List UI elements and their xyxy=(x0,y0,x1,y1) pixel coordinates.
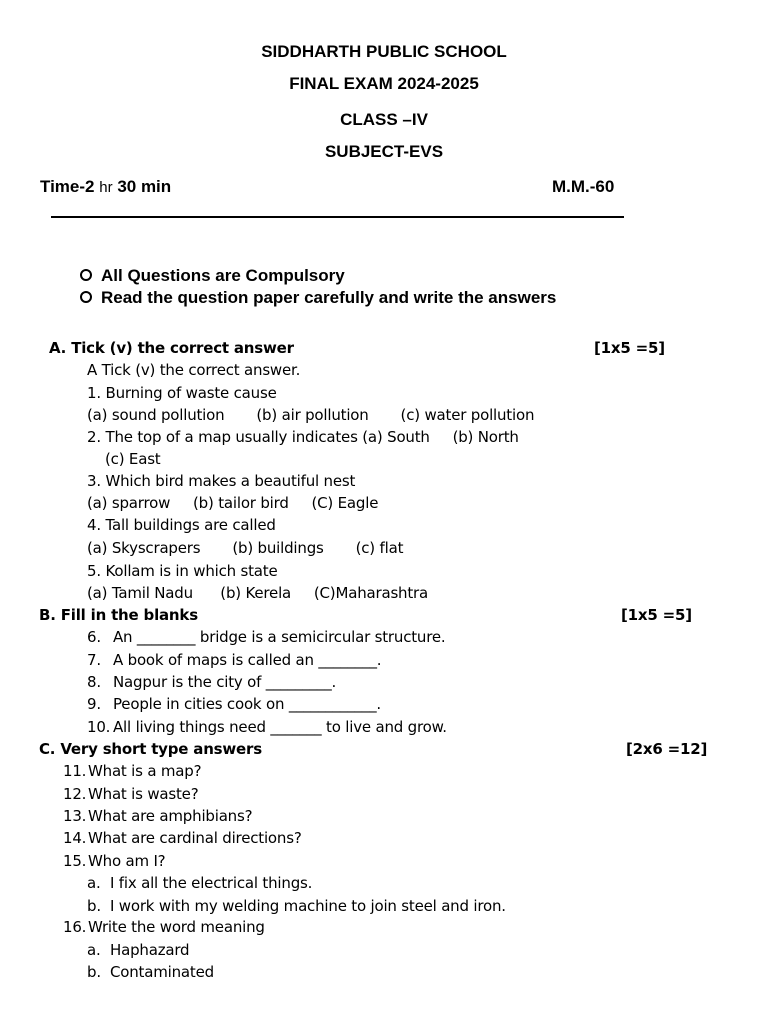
question-number: 12. xyxy=(63,785,87,803)
section-a-line: (a) sparrow (b) tailor bird (C) Eagle xyxy=(87,494,379,512)
section-c-title: C. Very short type answers xyxy=(39,740,262,758)
section-a-line: (a) sound pollution (b) air pollution (c) water pollution xyxy=(87,406,535,424)
sub-question-item xyxy=(87,897,506,915)
subject-label: SUBJECT-EVS xyxy=(324,142,444,161)
sub-question-text: I fix all the electrical things. xyxy=(110,874,313,892)
fill-blank-item xyxy=(87,718,447,736)
class-label: CLASS –IV xyxy=(340,110,428,129)
time-suffix: 30 min xyxy=(117,177,172,196)
sub-question-item xyxy=(87,963,214,981)
fill-blank-item xyxy=(87,673,336,691)
item-text: Nagpur is the city of _________. xyxy=(113,673,337,691)
sub-question-text: I work with my welding machine to join steel and iron. xyxy=(110,897,506,915)
item-number: 10. xyxy=(87,718,111,736)
question-text: Who am I? xyxy=(88,852,166,870)
question-text: What is a map? xyxy=(88,762,202,780)
sub-question-letter: a. xyxy=(87,874,101,892)
question-text: What are amphibians? xyxy=(88,807,253,825)
question-text: What is waste? xyxy=(88,785,199,803)
question-number: 16. xyxy=(63,918,87,936)
sub-question-item xyxy=(87,874,312,892)
item-text: An ________ bridge is a semicircular structure. xyxy=(113,628,446,646)
item-text: A book of maps is called an ________. xyxy=(113,651,382,669)
item-number: 6. xyxy=(87,628,101,646)
question-item xyxy=(63,762,201,780)
instruction-item: All Questions are Compulsory xyxy=(101,266,345,285)
question-item xyxy=(63,785,198,803)
sub-question-text: Contaminated xyxy=(110,963,214,981)
school-name: SIDDHARTH PUBLIC SCHOOL xyxy=(261,42,507,61)
section-a-title: A. Tick (v) the correct answer xyxy=(49,339,294,357)
time-unit: hr xyxy=(99,179,113,196)
instruction-item: Read the question paper carefully and write the answers xyxy=(101,288,557,307)
section-a-line: 1. Burning of waste cause xyxy=(87,384,277,402)
section-b-title: B. Fill in the blanks xyxy=(39,606,198,624)
section-c-marks: [2x6 =12] xyxy=(626,740,708,758)
fill-blank-item xyxy=(87,628,445,646)
question-number: 11. xyxy=(63,762,87,780)
item-number: 7. xyxy=(87,651,101,669)
circle-bullet-icon xyxy=(80,291,92,303)
question-item xyxy=(63,829,302,847)
item-number: 9. xyxy=(87,695,101,713)
item-text: All living things need _______ to live and grow. xyxy=(113,718,447,736)
fill-blank-item xyxy=(87,695,381,713)
question-item xyxy=(63,918,265,936)
section-a-line: (a) Tamil Nadu (b) Kerela (C)Maharashtra xyxy=(87,584,429,602)
exam-title: FINAL EXAM 2024-2025 xyxy=(289,74,479,93)
sub-question-letter: a. xyxy=(87,941,101,959)
question-text: What are cardinal directions? xyxy=(88,829,302,847)
section-a-line: A Tick (v) the correct answer. xyxy=(87,361,301,379)
item-text: People in cities cook on ____________. xyxy=(113,695,381,713)
max-marks: M.M.-60 xyxy=(552,177,615,196)
section-a-line: 5. Kollam is in which state xyxy=(87,562,278,580)
section-a-marks: [1x5 =5] xyxy=(594,339,665,357)
sub-question-text: Haphazard xyxy=(110,941,190,959)
circle-bullet-icon xyxy=(80,269,92,281)
sub-question-letter: b. xyxy=(87,897,101,915)
section-a-line: 4. Tall buildings are called xyxy=(87,516,276,534)
question-number: 13. xyxy=(63,807,87,825)
section-a-line: 3. Which bird makes a beautiful nest xyxy=(87,472,356,490)
time-allowed xyxy=(40,177,171,197)
question-item xyxy=(63,852,165,870)
question-number: 15. xyxy=(63,852,87,870)
section-a-line: (c) East xyxy=(105,450,161,468)
sub-question-item xyxy=(87,941,189,959)
section-a-line: 2. The top of a map usually indicates (a) South (b) North xyxy=(87,428,519,446)
question-text: Write the word meaning xyxy=(88,918,265,936)
question-item xyxy=(63,807,252,825)
section-a-line: (a) Skyscrapers (b) buildings (c) flat xyxy=(87,539,404,557)
header-divider xyxy=(51,216,624,218)
time-prefix: Time-2 xyxy=(40,177,95,196)
fill-blank-item xyxy=(87,651,381,669)
section-b-marks: [1x5 =5] xyxy=(621,606,692,624)
item-number: 8. xyxy=(87,673,101,691)
sub-question-letter: b. xyxy=(87,963,101,981)
question-number: 14. xyxy=(63,829,87,847)
